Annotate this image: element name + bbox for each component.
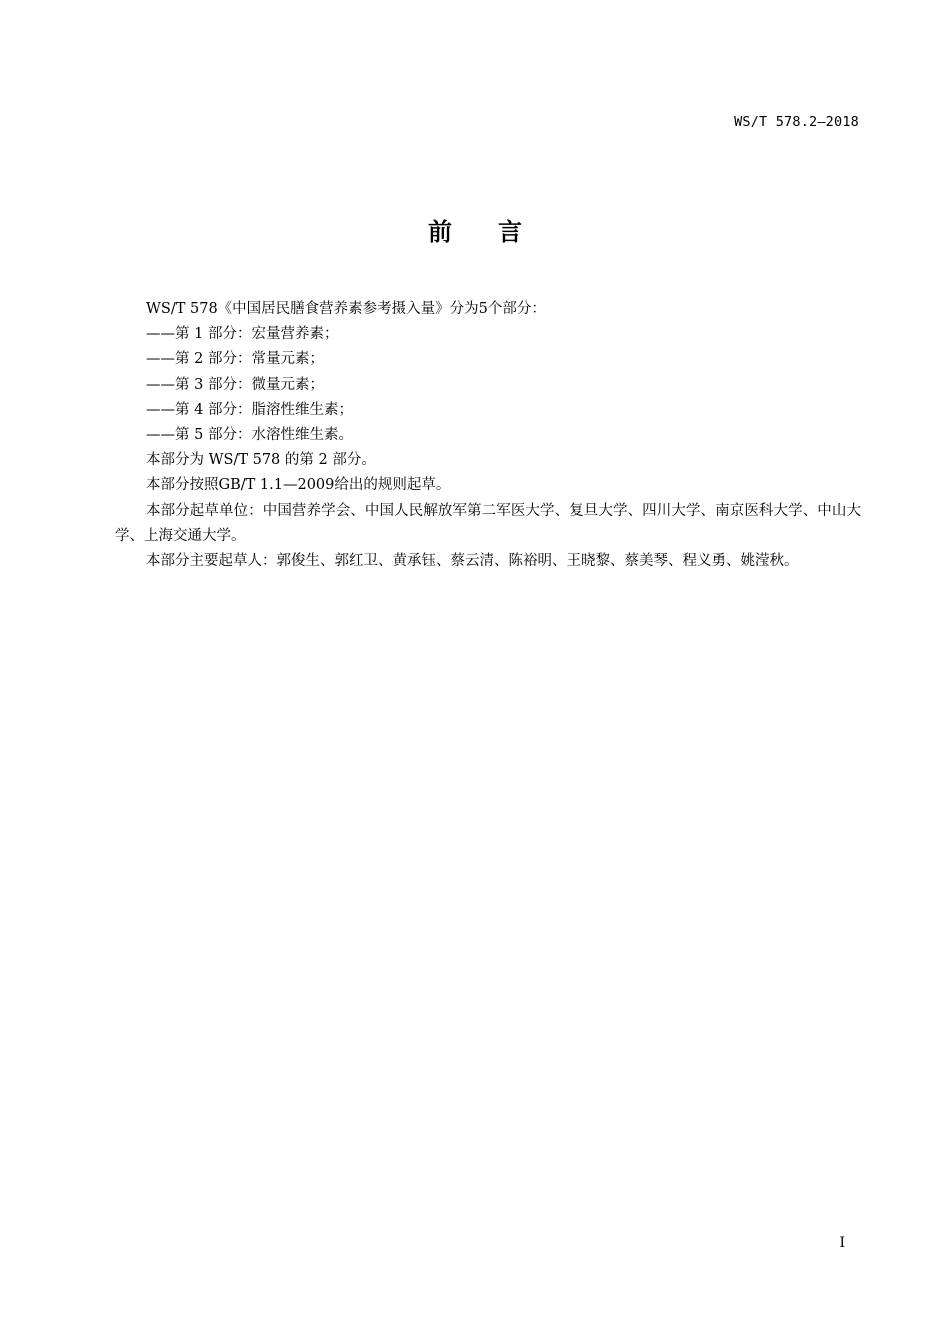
list-item-part-4: ——第 4 部分：脂溶性维生素； [146,401,353,418]
paragraph-intro: WS/T 578《中国居民膳食营养素参考摄入量》分为5个部分： [146,301,546,317]
document-body [115,297,861,574]
paragraph-drafters: 本部分主要起草人：郭俊生、郭红卫、黄承钰、蔡云清、陈裕明、王晓黎、蔡美琴、程义勇、姚滢秋。 [146,553,799,570]
paragraph-drafting-rules: 本部分按照GB/T 1.1—2009给出的规则起草。 [146,477,451,494]
paragraph-this-part: 本部分为 WS/T 578 的第 2 部分。 [146,452,376,469]
standard-code: WS/T 578.2—2018 [734,114,859,130]
list-item-part-5: ——第 5 部分：水溶性维生素。 [146,427,353,444]
list-item-part-1: ——第 1 部分：宏量营养素； [146,326,339,343]
list-item-part-2: ——第 2 部分：常量元素； [146,351,324,368]
paragraph-drafting-units: 本部分起草单位：中国营养学会、中国人民解放军第二军医大学、复旦大学、四川大学、南京医科大学、中山大学、上海交通大学。 [115,502,861,544]
list-item-part-3: ——第 3 部分：微量元素； [146,376,324,393]
page-title: 前言 [428,218,568,246]
page-number: I [839,1235,845,1251]
